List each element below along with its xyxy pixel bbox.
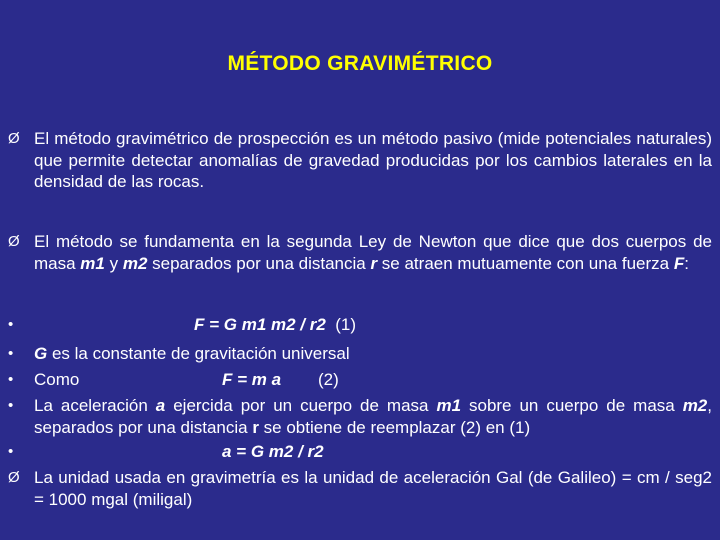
bullet-equation-1 (8, 314, 712, 336)
paragraph-text: G es la constante de gravitación universal (34, 344, 350, 363)
paragraph-text: El método se fundamenta en la segunda Ley de Newton que dice que dos cuerpos de masa m1 y m2 separados por una distancia r se atraen mutuamente con una fuerza F: (34, 232, 712, 273)
bullet-newton-law (8, 231, 712, 274)
paragraph-text: La unidad usada en gravimetría es la unidad de aceleración Gal (de Galileo) = cm / seg2 = 1000 mgal (miligal) (34, 468, 712, 509)
equation: F = G m1 m2 / r2 (1) (194, 315, 357, 334)
paragraph-text: El método gravimétrico de prospección es un método pasivo (mide potenciales naturales) que permite detectar anomalías de gravedad producidas por los cambios laterales en la densidad de las rocas. (34, 129, 712, 191)
bullet-g-constant (8, 343, 712, 365)
dot-bullet-icon: • (8, 371, 14, 388)
bullet-acceleration (8, 395, 712, 438)
equation: a = G m2 / r2 (222, 442, 324, 461)
bullet-equation-2 (8, 441, 712, 463)
dot-bullet-icon: • (8, 316, 14, 333)
arrow-bullet-icon: Ø (8, 233, 20, 250)
bullet-como (8, 369, 712, 391)
paragraph-text: Como F = m a (2) (34, 370, 339, 389)
arrow-bullet-icon: Ø (8, 469, 20, 486)
slide-title: MÉTODO GRAVIMÉTRICO (227, 52, 493, 75)
bullet-method-description (8, 128, 712, 193)
bullet-gal-unit (8, 467, 712, 510)
dot-bullet-icon: • (8, 397, 14, 414)
arrow-bullet-icon: Ø (8, 130, 20, 147)
dot-bullet-icon: • (8, 443, 14, 460)
paragraph-text: La aceleración a ejercida por un cuerpo de masa m1 sobre un cuerpo de masa m2, separados por una distancia r se obtiene de reemplazar (2) en (1) (34, 396, 712, 437)
dot-bullet-icon: • (8, 345, 14, 362)
